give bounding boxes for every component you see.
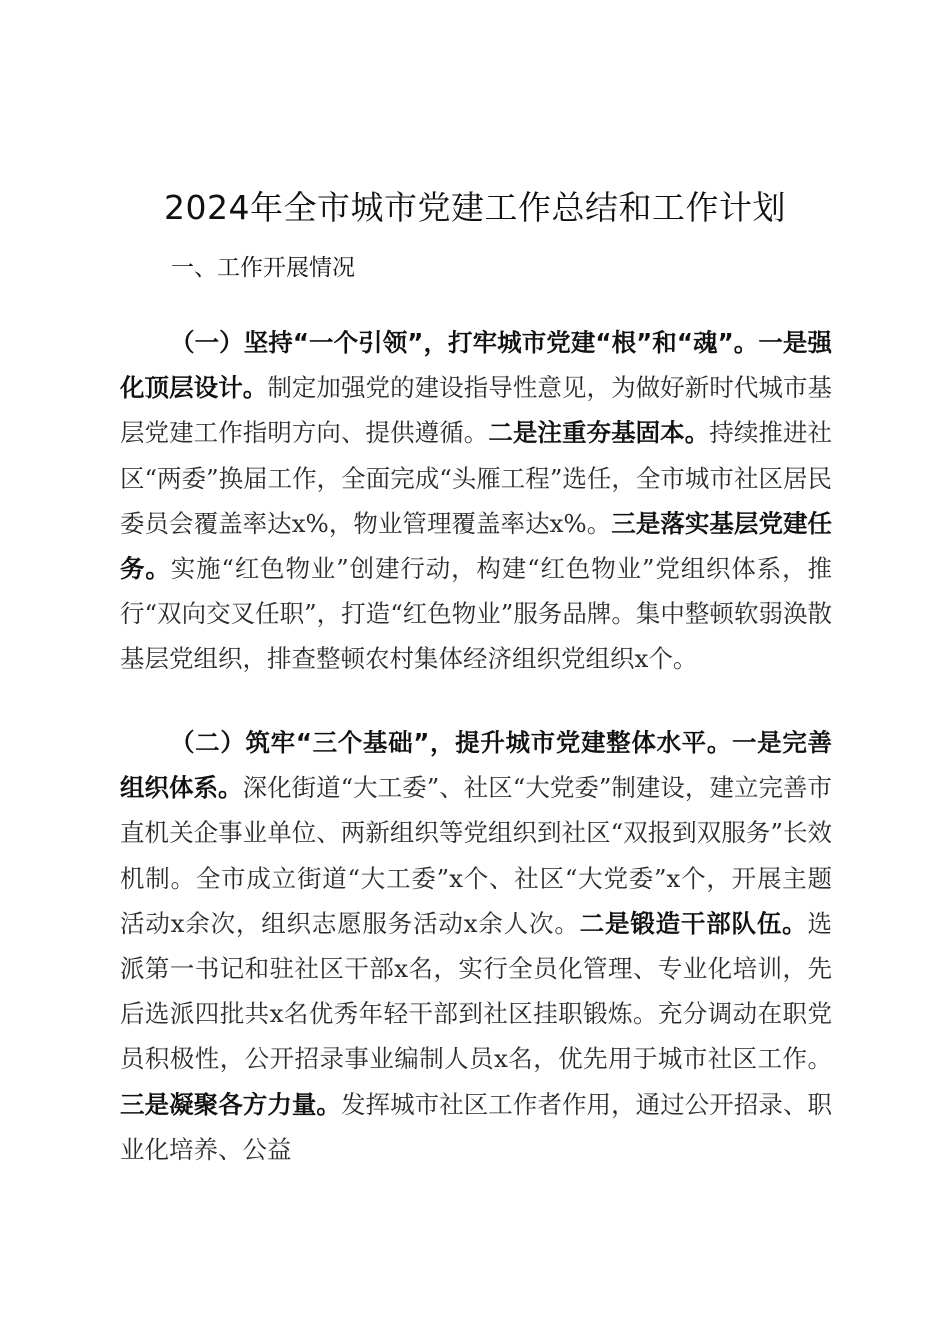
section-heading: 一、工作开展情况 (171, 255, 355, 281)
point-3-body: 发挥城市社区工作者作用，通过公开招录、职业化培养、公益 (120, 1089, 833, 1164)
point-1-body: 深化街道“大工委”、社区“大党委”制建设，建立完善市直机关企事业单位、两新组织等党组织到社区“双报到双服务”长效机制。全市成立街道“大工委”x个、社区“大党委”x个，开展主题活动x余次，组织志愿服务活动x余人次。 (120, 773, 833, 938)
point-2-body: 选派第一书记和驻社区干部x名，实行全员化管理、专业化培训，先后选派四批共x名优秀年轻干部到社区挂职锻炼。充分调动在职党员积极性，公开招录事业编制人员x名，优先用于城市社区工作。 (120, 908, 833, 1074)
point-2-lead: 二是锻造干部队伍。 (579, 908, 808, 938)
paragraph-2-heading: （二）筑牢“三个基础”，提升城市党建整体水平。 (170, 728, 733, 757)
point-1-lead: 一是强化顶层设计。 (120, 328, 832, 403)
paragraph-1-heading: （一）坚持“一个引领”，打牢城市党建“根”和“魂”。 (170, 328, 759, 357)
point-1-body: 制定加强党的建设指导性意见，为做好新时代城市基层党建工作指明方向、提供遵循。 (120, 373, 833, 448)
document-title: 2024年全市城市党建工作总结和工作计划 (164, 188, 786, 227)
point-3-lead: 三是落实基层党建任务。 (120, 508, 833, 584)
point-2-lead: 二是注重夯基固本。 (488, 418, 710, 448)
paragraph-1 (120, 320, 832, 682)
paragraph-2 (120, 720, 832, 1172)
point-3-body: 实施“红色物业”创建行动，构建“红色物业”党组织体系，推行“双向交叉任职”，打造“红色物业”服务品牌。集中整顿软弱涣散基层党组织，排查整顿农村集体经济组织党组织x个。 (120, 554, 832, 674)
point-1-lead: 一是完善组织体系。 (120, 728, 833, 803)
point-3-lead: 三是凝聚各方力量。 (120, 1089, 341, 1119)
point-2-body: 持续推进社区“两委”换届工作，全面完成“头雁工程”选任，全市城市社区居民委员会覆盖率达x%，物业管理覆盖率达x%。 (120, 418, 833, 538)
